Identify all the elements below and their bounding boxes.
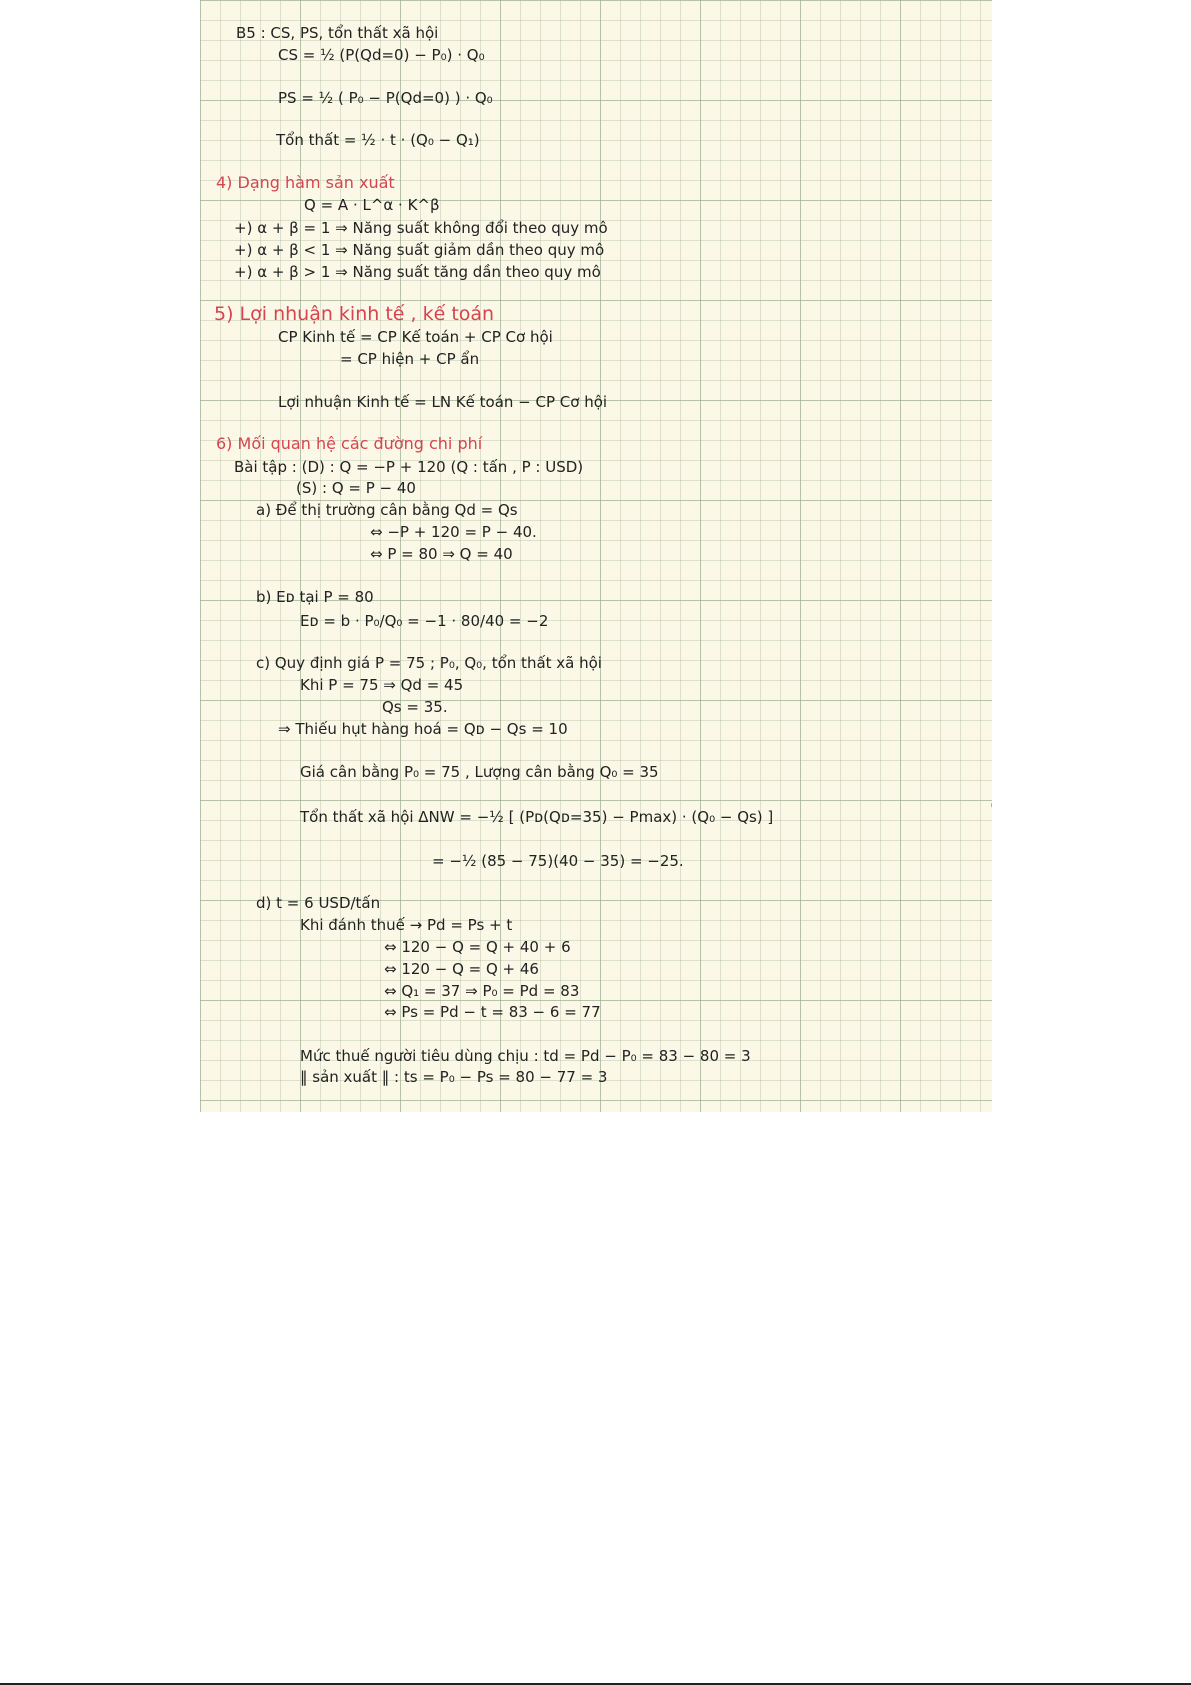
formula-ps: PS = ½ ( P₀ − P(Qd=0) ) · Q₀ bbox=[278, 89, 493, 107]
part-a-step-2: ⇔ P = 80 ⇒ Q = 40 bbox=[370, 545, 513, 563]
part-c-qs: Qs = 35. bbox=[382, 698, 448, 716]
exercise-demand: Bài tập : (D) : Q = −P + 120 (Q : tấn , P : USD) bbox=[234, 458, 584, 476]
section-title-cs-ps: B5 : CS, PS, tổn thất xã hội bbox=[236, 24, 439, 42]
formula-loi-nhuan-kinh-te: Lợi nhuận Kinh tế = LN Kế toán − CP Cơ hội bbox=[278, 393, 608, 411]
part-a-title: a) Để thị trường cân bằng Qd = Qs bbox=[256, 501, 518, 519]
part-c-shortage: ⇒ Thiếu hụt hàng hoá = Qᴅ − Qs = 10 bbox=[278, 720, 568, 738]
part-d-step-2: ⇔ 120 − Q = Q + 46 bbox=[384, 960, 539, 978]
part-c-deadweight-loss: Tổn thất xã hội ΔNW = −½ [ (Pᴅ(Qᴅ=35) − Pmax) · (Q₀ − Qs) ] bbox=[300, 808, 774, 826]
part-d-step-1: ⇔ 120 − Q = Q + 40 + 6 bbox=[384, 938, 571, 956]
heading-loi-nhuan: 5) Lợi nhuận kinh tế , kế toán bbox=[214, 303, 495, 325]
part-d-title: d) t = 6 USD/tấn bbox=[256, 894, 381, 912]
pencil-icon[interactable] bbox=[990, 794, 992, 812]
part-c-deadweight-result: = −½ (85 − 75)(40 − 35) = −25. bbox=[432, 852, 684, 870]
note-increasing-returns: +) α + β > 1 ⇒ Năng suất tăng dần theo quy mô bbox=[234, 263, 601, 281]
note-constant-returns: +) α + β = 1 ⇒ Năng suất không đổi theo quy mô bbox=[234, 219, 608, 237]
part-d-consumer-tax: Mức thuế người tiêu dùng chịu : td = Pd − P₀ = 83 − 80 = 3 bbox=[300, 1047, 751, 1065]
note-decreasing-returns: +) α + β < 1 ⇒ Năng suất giảm dần theo quy mô bbox=[234, 241, 605, 259]
part-d-producer-tax: ‖ sản xuất ‖ : ts = P₀ − Ps = 80 − 77 = 3 bbox=[300, 1068, 608, 1086]
part-b-title: b) Eᴅ tại P = 80 bbox=[256, 588, 374, 606]
part-c-equilibrium: Giá cân bằng P₀ = 75 , Lượng cân bằng Q₀ = 35 bbox=[300, 763, 659, 781]
formula-ton-that: Tổn thất = ½ · t · (Q₀ − Q₁) bbox=[276, 131, 480, 149]
heading-dang-ham-san-xuat: 4) Dạng hàm sản xuất bbox=[216, 173, 395, 192]
part-c-qd: Khi P = 75 ⇒ Qd = 45 bbox=[300, 676, 464, 694]
part-d-tax-rule: Khi đánh thuế → Pd = Ps + t bbox=[300, 916, 513, 934]
part-d-step-3: ⇔ Q₁ = 37 ⇒ P₀ = Pd = 83 bbox=[384, 982, 580, 1000]
part-b-elasticity: Eᴅ = b · P₀/Q₀ = −1 · 80/40 = −2 bbox=[300, 612, 549, 630]
part-c-title: c) Quy định giá P = 75 ; P₀, Q₀, tổn thất xã hội bbox=[256, 654, 602, 672]
formula-cs: CS = ½ (P(Qd=0) − P₀) · Q₀ bbox=[278, 46, 485, 64]
part-d-step-4: ⇔ Ps = Pd − t = 83 − 6 = 77 bbox=[384, 1003, 601, 1021]
formula-cp-kinh-te: CP Kinh tế = CP Kế toán + CP Cơ hội bbox=[278, 328, 553, 346]
handwritten-note-page bbox=[200, 0, 992, 1112]
part-a-step-1: ⇔ −P + 120 = P − 40. bbox=[370, 523, 537, 541]
exercise-supply: (S) : Q = P − 40 bbox=[296, 479, 416, 497]
formula-cp-hien-an: = CP hiện + CP ẩn bbox=[340, 350, 480, 368]
formula-production-function: Q = A · L^α · K^β bbox=[304, 196, 440, 214]
heading-moi-quan-he: 6) Mối quan hệ các đường chi phí bbox=[216, 434, 483, 453]
